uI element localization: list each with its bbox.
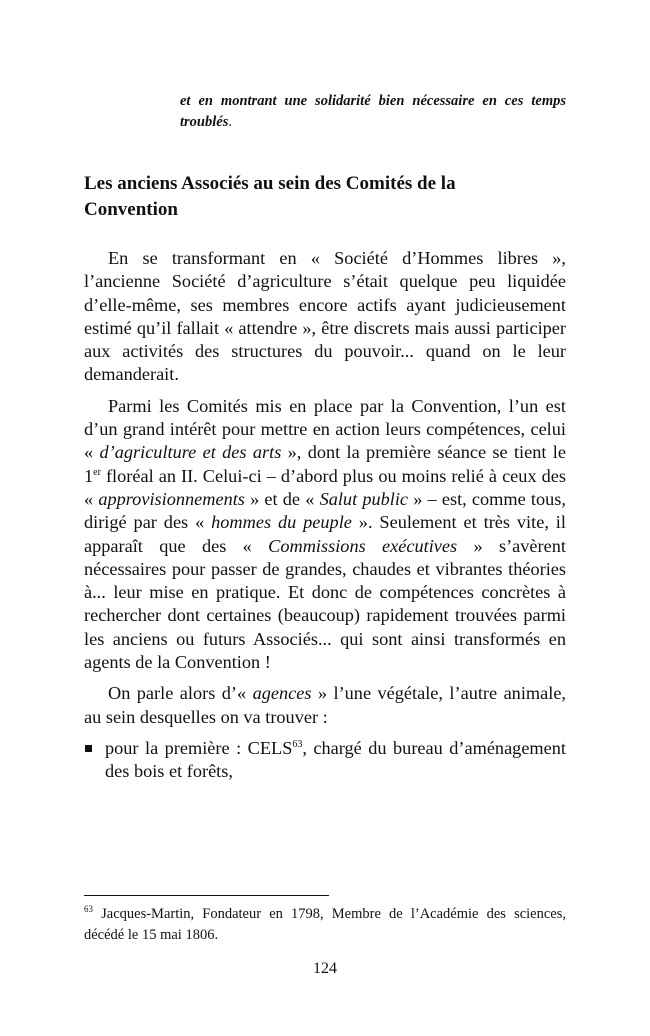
text-run: ». Seulement et très vite, il apparaît que des «: [84, 512, 566, 556]
bullet-list: [84, 737, 566, 784]
text-run: » – est, comme tous, dirigé par des «: [84, 488, 566, 533]
italic-quote: [180, 91, 566, 133]
text-run: pour la première : CELS: [105, 737, 293, 758]
text-run: » s’avèrent nécessaires pour passer de grandes, chaudes et vibrantes théories à... leur mise en pratique. Et donc de compétences concrètes à rechercher dont certaines (beaucoup) rapidement trouvées parmi les anciens ou futurs Associés... qui sont ainsi transformés en agents de la Convention !: [84, 535, 566, 673]
page-number: 124: [313, 960, 337, 977]
italic-run: agences: [252, 683, 312, 704]
footnote-number: 63: [84, 904, 93, 914]
text-run: Parmi les Comités mis en place par la Convention, l’un est d’un grand intérêt pour mettre en action leurs compétences, celui «: [84, 395, 566, 463]
text-run: », dont la première séance se tient le 1: [84, 442, 566, 486]
footnote-reference[interactable]: 63: [292, 738, 303, 750]
text-run: floréal an II. Celui-ci – d’abord plus ou moins relié à ceux des «: [84, 465, 566, 509]
text-run: , chargé du bureau d’aménagement des bois et forêts,: [105, 737, 566, 782]
body-text: [84, 247, 566, 784]
quote-text: et en montrant une solidarité bien nécessaire en ces temps troublés: [180, 93, 566, 130]
footnote-text: Jacques-Martin, Fondateur en 1798, Membre de l’Académie des sciences, décédé le 15 mai 1806.: [84, 906, 566, 943]
italic-run: Salut public: [319, 488, 409, 509]
text-run: » l’une végétale, l’autre animale, au sein desquelles on va trouver :: [84, 683, 566, 727]
italic-run: Commissions exécutives: [268, 535, 458, 556]
italic-run: approvisionnements: [98, 488, 245, 509]
text-run: On parle alors d’«: [108, 683, 253, 704]
list-item: [84, 737, 566, 784]
square-bullet-icon: [85, 745, 92, 752]
footnote: [84, 904, 566, 946]
superscript: er: [93, 466, 101, 478]
italic-run: d’agriculture et des arts: [99, 442, 282, 463]
quote-end: .: [228, 114, 232, 130]
italic-run: hommes du peuple: [211, 512, 352, 533]
paragraph-1: En se transformant en « Société d’Hommes libres », l’ancienne Société d’agriculture s’était quelque peu liquidée d’elle-même, ses membres encore actifs ayant judicieusement estimé qu’il fallait « attendre », être discrets mais aussi participer aux activités des structures du pouvoir... quand on le leur demanderait.: [84, 248, 566, 385]
paragraph-3: [84, 682, 566, 729]
footnote-divider: [84, 895, 329, 896]
paragraph-2: [84, 395, 566, 675]
text-run: » et de «: [244, 488, 320, 509]
section-heading: Les anciens Associés au sein des Comités de la Convention: [84, 173, 456, 220]
